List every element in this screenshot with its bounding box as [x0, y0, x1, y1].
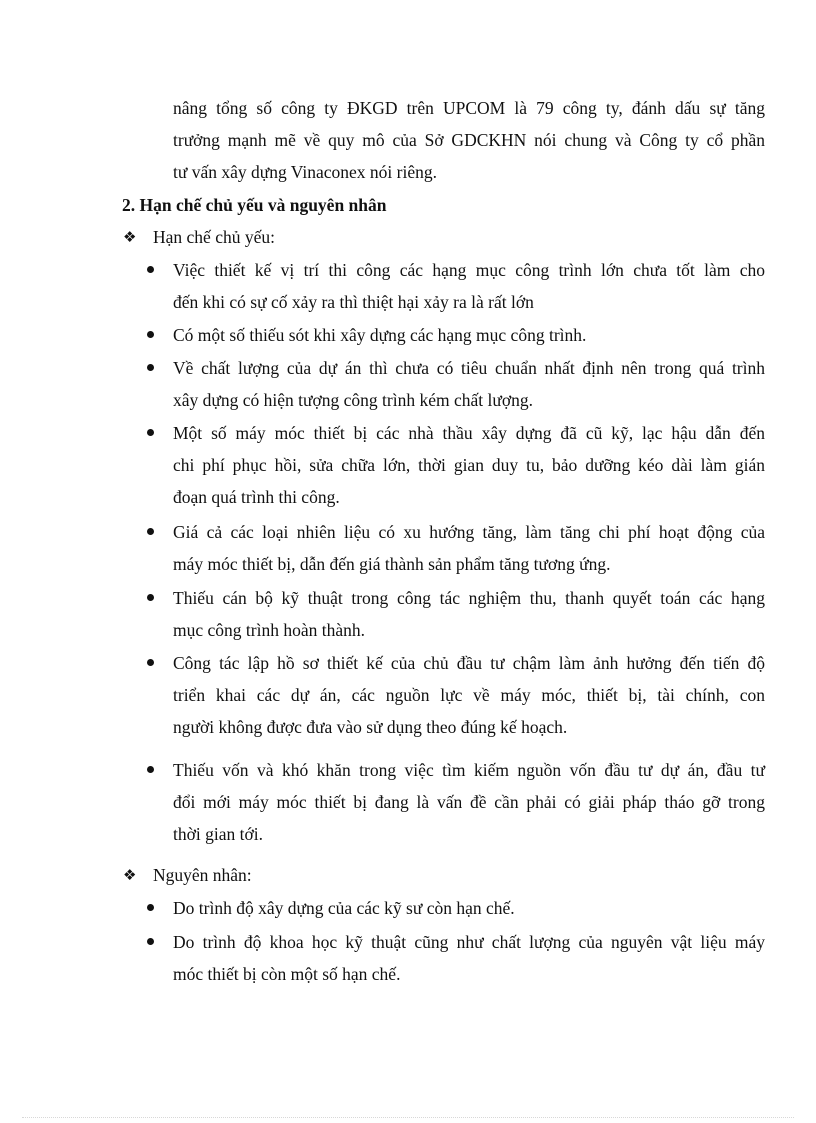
bullet-icon — [147, 766, 154, 773]
limitations-label: Hạn chế chủ yếu: — [153, 227, 275, 247]
cause-2-line-2: móc thiết bị còn một số hạn chế. — [173, 964, 401, 984]
limitation-6-line-1: Thiếu cán bộ kỹ thuật trong công tác nghiệm thu, thanh quyết toán các hạng — [173, 588, 765, 608]
limitation-7-line-1: Công tác lập hồ sơ thiết kế của chủ đầu tư chậm làm ảnh hưởng đến tiến độ — [173, 653, 765, 673]
bullet-icon — [147, 528, 154, 535]
limitation-6-line-2: mục công trình hoàn thành. — [173, 620, 365, 640]
bullet-icon — [147, 594, 154, 601]
limitation-4-line-2: chi phí phục hồi, sửa chữa lớn, thời gian duy tu, bảo dưỡng kéo dài làm gián — [173, 455, 765, 475]
section-heading: 2. Hạn chế chủ yếu và nguyên nhân — [122, 195, 387, 215]
bullet-icon — [147, 266, 154, 273]
diamond-bullet-icon: ❖ — [123, 866, 137, 884]
limitation-5-line-2: máy móc thiết bị, dẫn đến giá thành sản phẩm tăng tương ứng. — [173, 554, 611, 574]
cause-1-line-1: Do trình độ xây dựng của các kỹ sư còn hạn chế. — [173, 898, 515, 918]
limitation-8-line-2: đổi mới máy móc thiết bị đang là vấn đề cần phải có giải pháp tháo gỡ trong — [173, 792, 765, 812]
limitation-4-line-1: Một số máy móc thiết bị các nhà thầu xây dựng đã cũ kỹ, lạc hậu dẫn đến — [173, 423, 765, 443]
cause-2-line-1: Do trình độ khoa học kỹ thuật cũng như chất lượng của nguyên vật liệu máy — [173, 932, 765, 952]
diamond-bullet-icon: ❖ — [123, 228, 137, 246]
limitation-8-line-3: thời gian tới. — [173, 824, 263, 844]
limitation-3-line-2: xây dựng có hiện tượng công trình kém chất lượng. — [173, 390, 533, 410]
page-bottom-divider — [22, 1117, 794, 1118]
bullet-icon — [147, 429, 154, 436]
bullet-icon — [147, 331, 154, 338]
intro-line-2: trưởng mạnh mẽ về quy mô của Sở GDCKHN nói chung và Công ty cổ phần — [173, 130, 765, 150]
limitation-7-line-2: triển khai các dự án, các nguồn lực về máy móc, thiết bị, tài chính, con — [173, 685, 765, 705]
bullet-icon — [147, 364, 154, 371]
limitation-1-line-1: Việc thiết kế vị trí thi công các hạng mục công trình lớn chưa tốt làm cho — [173, 260, 765, 280]
causes-label: Nguyên nhân: — [153, 865, 252, 885]
bullet-icon — [147, 659, 154, 666]
limitation-5-line-1: Giá cả các loại nhiên liệu có xu hướng tăng, làm tăng chi phí hoạt động của — [173, 522, 765, 542]
intro-line-1: nâng tổng số công ty ĐKGD trên UPCOM là 79 công ty, đánh dấu sự tăng — [173, 98, 765, 118]
limitation-1-line-2: đến khi có sự cố xảy ra thì thiệt hại xảy ra là rất lớn — [173, 292, 534, 312]
limitation-4-line-3: đoạn quá trình thi công. — [173, 487, 340, 507]
bullet-icon — [147, 938, 154, 945]
limitation-8-line-1: Thiếu vốn và khó khăn trong việc tìm kiếm nguồn vốn đầu tư dự án, đầu tư — [173, 760, 765, 780]
limitation-7-line-3: người không được đưa vào sử dụng theo đúng kế hoạch. — [173, 717, 568, 737]
limitation-3-line-1: Về chất lượng của dự án thì chưa có tiêu chuẩn nhất định nên trong quá trình — [173, 358, 765, 378]
limitation-2-line-1: Có một số thiếu sót khi xây dựng các hạng mục công trình. — [173, 325, 587, 345]
intro-line-3: tư vấn xây dựng Vinaconex nói riêng. — [173, 162, 437, 182]
bullet-icon — [147, 904, 154, 911]
